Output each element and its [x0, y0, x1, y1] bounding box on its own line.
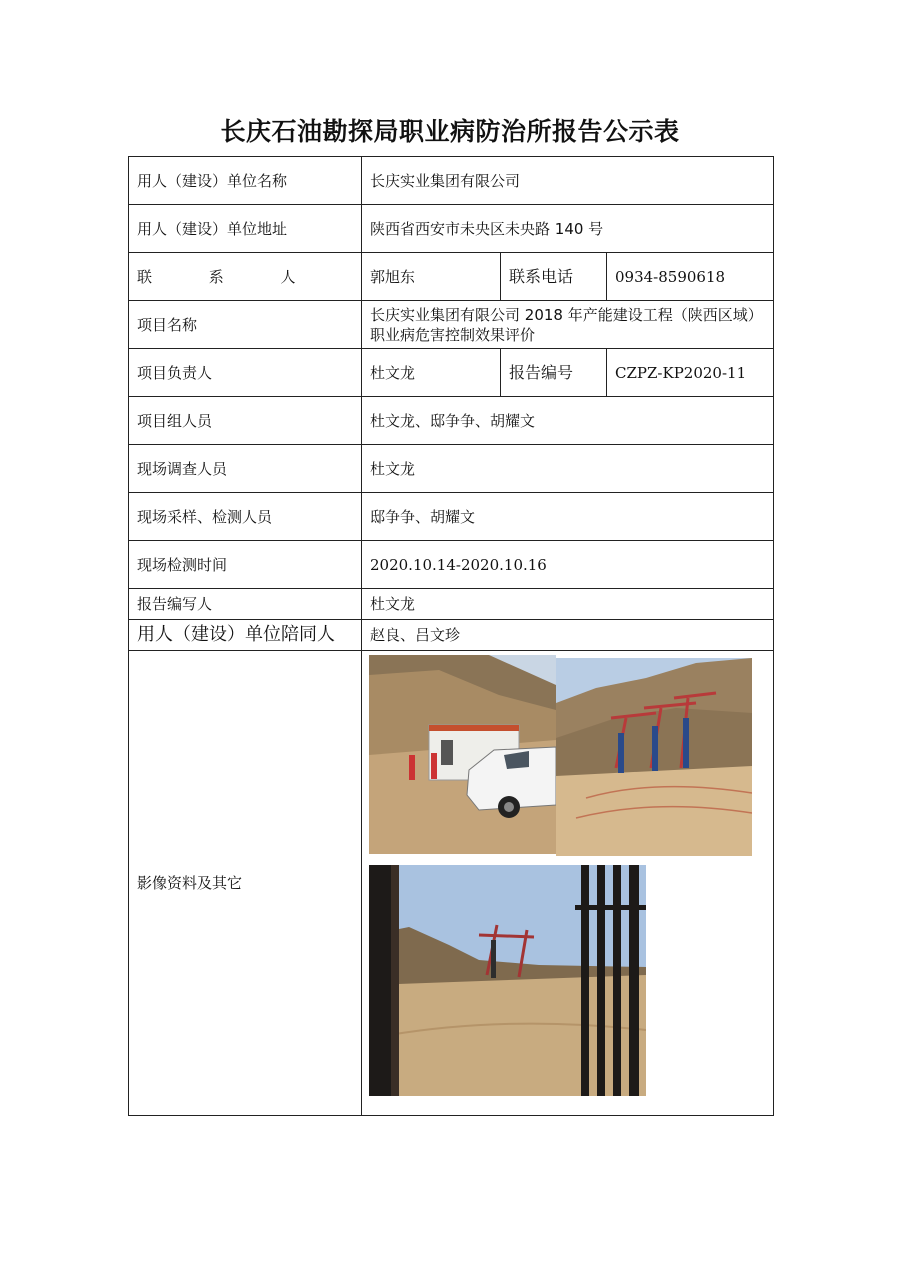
value-unit-name: 长庆实业集团有限公司 — [362, 157, 774, 205]
row-writer — [129, 589, 774, 620]
value-project-lead: 杜文龙 — [362, 349, 501, 397]
label-project-lead: 项目负责人 — [129, 349, 362, 397]
photo-area — [362, 651, 773, 1114]
site-photo-trailer — [369, 655, 556, 854]
site-photo-pumpjacks-image — [556, 658, 752, 856]
value-report-no: CZPZ-KP2020-11 — [607, 349, 774, 397]
page-title: 长庆石油勘探局职业病防治所报告公示表 — [220, 117, 680, 146]
label-survey: 现场调查人员 — [129, 445, 362, 493]
value-team: 杜文龙、邸争争、胡耀文 — [362, 397, 774, 445]
value-contact: 郭旭东 — [362, 253, 501, 301]
row-survey — [129, 445, 774, 493]
value-sampling: 邸争争、胡耀文 — [362, 493, 774, 541]
value-writer: 杜文龙 — [362, 589, 774, 620]
label-team: 项目组人员 — [129, 397, 362, 445]
label-sampling: 现场采样、检测人员 — [129, 493, 362, 541]
label-report-no: 报告编号 — [501, 349, 607, 397]
label-writer: 报告编写人 — [129, 589, 362, 620]
row-images — [129, 651, 774, 1116]
label-unit-address: 用人（建设）单位地址 — [129, 205, 362, 253]
value-phone: 0934-8590618 — [607, 253, 774, 301]
row-escort — [129, 620, 774, 651]
label-test-time: 现场检测时间 — [129, 541, 362, 589]
value-survey: 杜文龙 — [362, 445, 774, 493]
label-project-name: 项目名称 — [129, 301, 362, 349]
site-photo-gate-image — [369, 865, 646, 1096]
row-unit-name — [129, 157, 774, 205]
row-contact — [129, 253, 774, 301]
report-table — [128, 156, 774, 1116]
label-images: 影像资料及其它 — [129, 651, 362, 1116]
row-unit-address — [129, 205, 774, 253]
site-photo-pumpjacks — [556, 658, 752, 856]
row-project-lead — [129, 349, 774, 397]
row-test-time — [129, 541, 774, 589]
label-unit-name: 用人（建设）单位名称 — [129, 157, 362, 205]
images-cell — [362, 651, 774, 1116]
label-contact: 联 系 人 — [129, 253, 362, 301]
row-project-name — [129, 301, 774, 349]
site-photo-trailer-image — [369, 655, 556, 854]
row-team — [129, 397, 774, 445]
value-unit-address: 陕西省西安市未央区未央路 140 号 — [362, 205, 774, 253]
value-escort: 赵良、吕文珍 — [362, 620, 774, 651]
site-photo-gate — [369, 865, 646, 1096]
label-escort: 用人（建设）单位陪同人 — [129, 620, 362, 651]
row-sampling — [129, 493, 774, 541]
value-test-time: 2020.10.14-2020.10.16 — [362, 541, 774, 589]
label-phone: 联系电话 — [501, 253, 607, 301]
value-project-name: 长庆实业集团有限公司 2018 年产能建设工程（陕西区域）职业病危害控制效果评价 — [362, 301, 774, 349]
